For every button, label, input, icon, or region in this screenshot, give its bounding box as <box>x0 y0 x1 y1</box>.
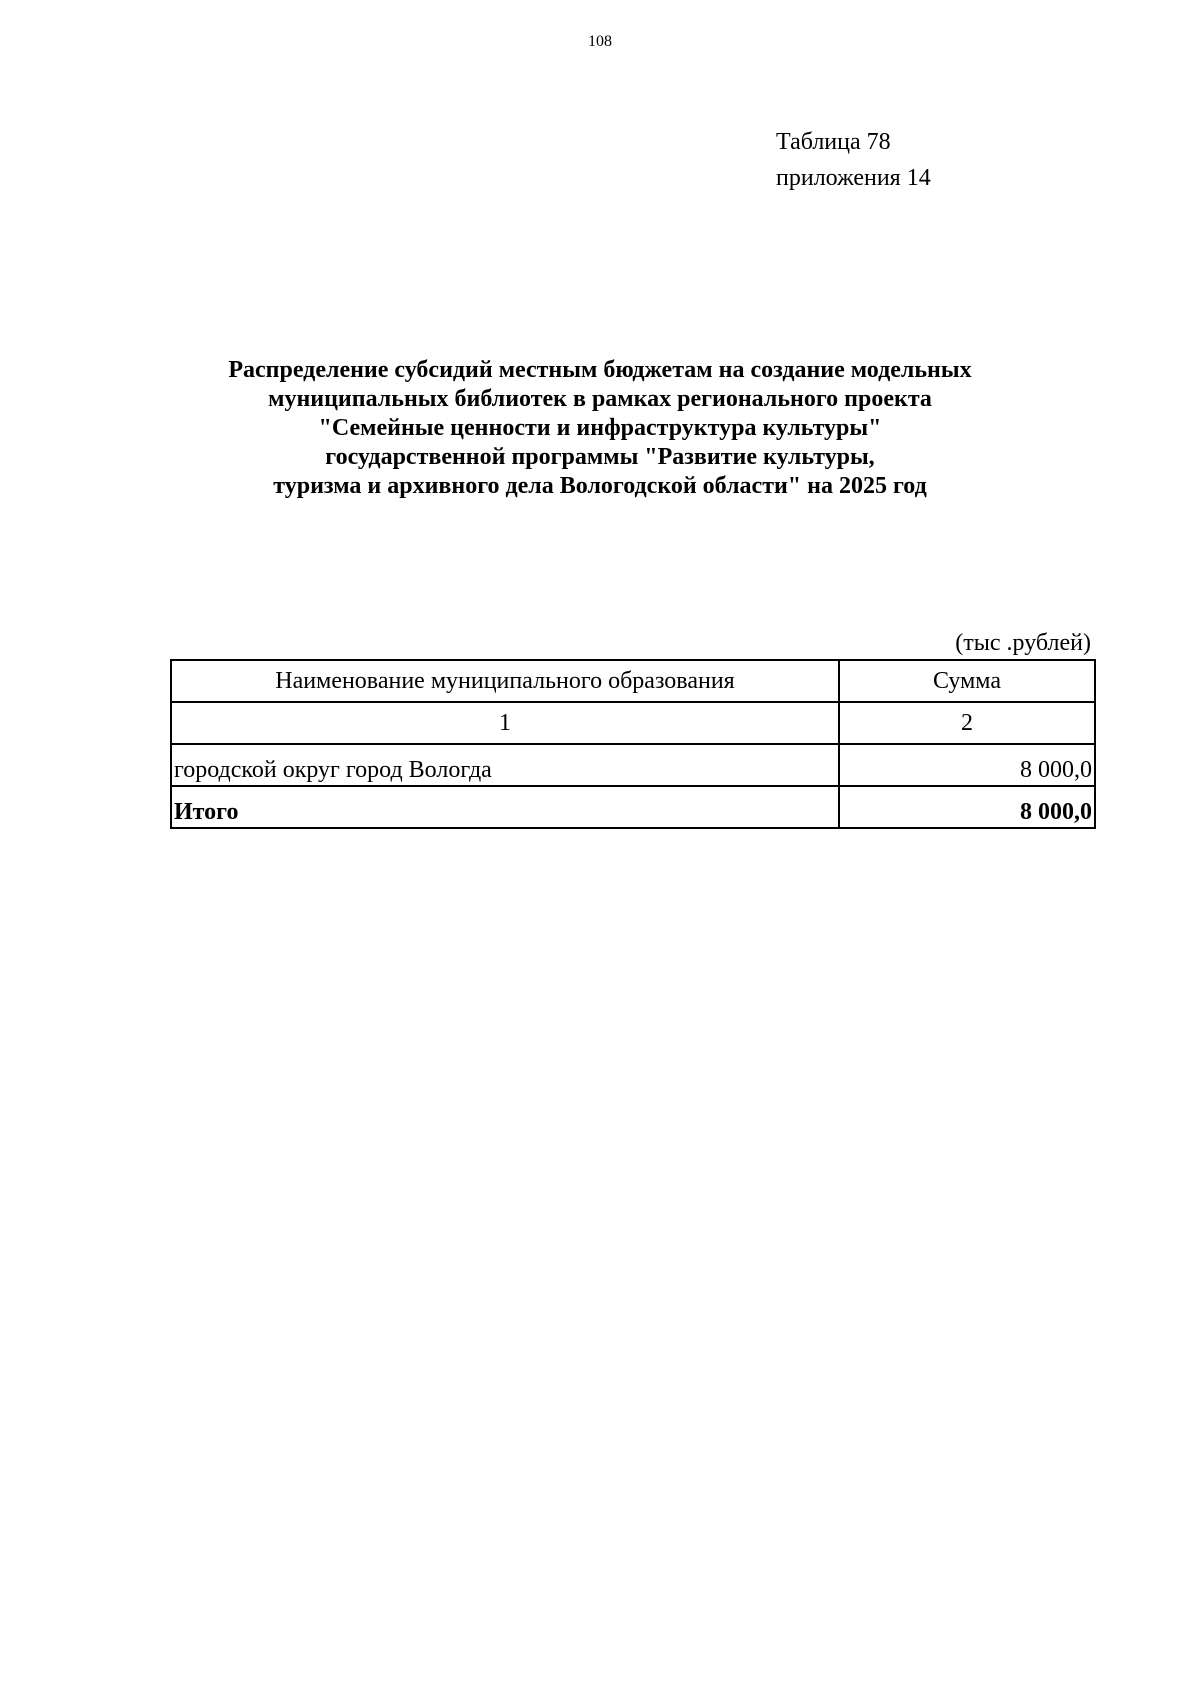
header-name: Наименование муниципального образования <box>171 660 839 702</box>
distribution-table <box>170 659 1096 829</box>
total-amount: 8 000,0 <box>839 786 1095 828</box>
total-row <box>171 786 1095 828</box>
column-number-row <box>171 702 1095 744</box>
table-row <box>171 744 1095 786</box>
title-line: туризма и архивного дела Вологодской области" на 2025 год <box>273 473 927 499</box>
column-number-2: 2 <box>839 702 1095 744</box>
header-row <box>171 660 1095 702</box>
table-reference <box>776 124 931 196</box>
appendix-number: приложения 14 <box>776 165 931 191</box>
title-line: государственной программы "Развитие культуры, <box>325 444 875 470</box>
table-number: Таблица 78 <box>776 129 891 155</box>
title-line: Распределение субсидий местным бюджетам на создание модельных <box>228 357 972 383</box>
total-label: Итого <box>171 786 839 828</box>
municipality-amount: 8 000,0 <box>839 744 1095 786</box>
municipality-name: городской округ город Вологда <box>171 744 839 786</box>
units-label: (тыс .рублей) <box>955 630 1091 656</box>
document-title <box>150 356 1050 501</box>
header-sum: Сумма <box>839 660 1095 702</box>
title-line: муниципальных библиотек в рамках регионального проекта <box>268 386 932 412</box>
column-number-1: 1 <box>171 702 839 744</box>
page-number: 108 <box>588 33 612 50</box>
title-line: "Семейные ценности и инфраструктура культуры" <box>318 415 882 441</box>
